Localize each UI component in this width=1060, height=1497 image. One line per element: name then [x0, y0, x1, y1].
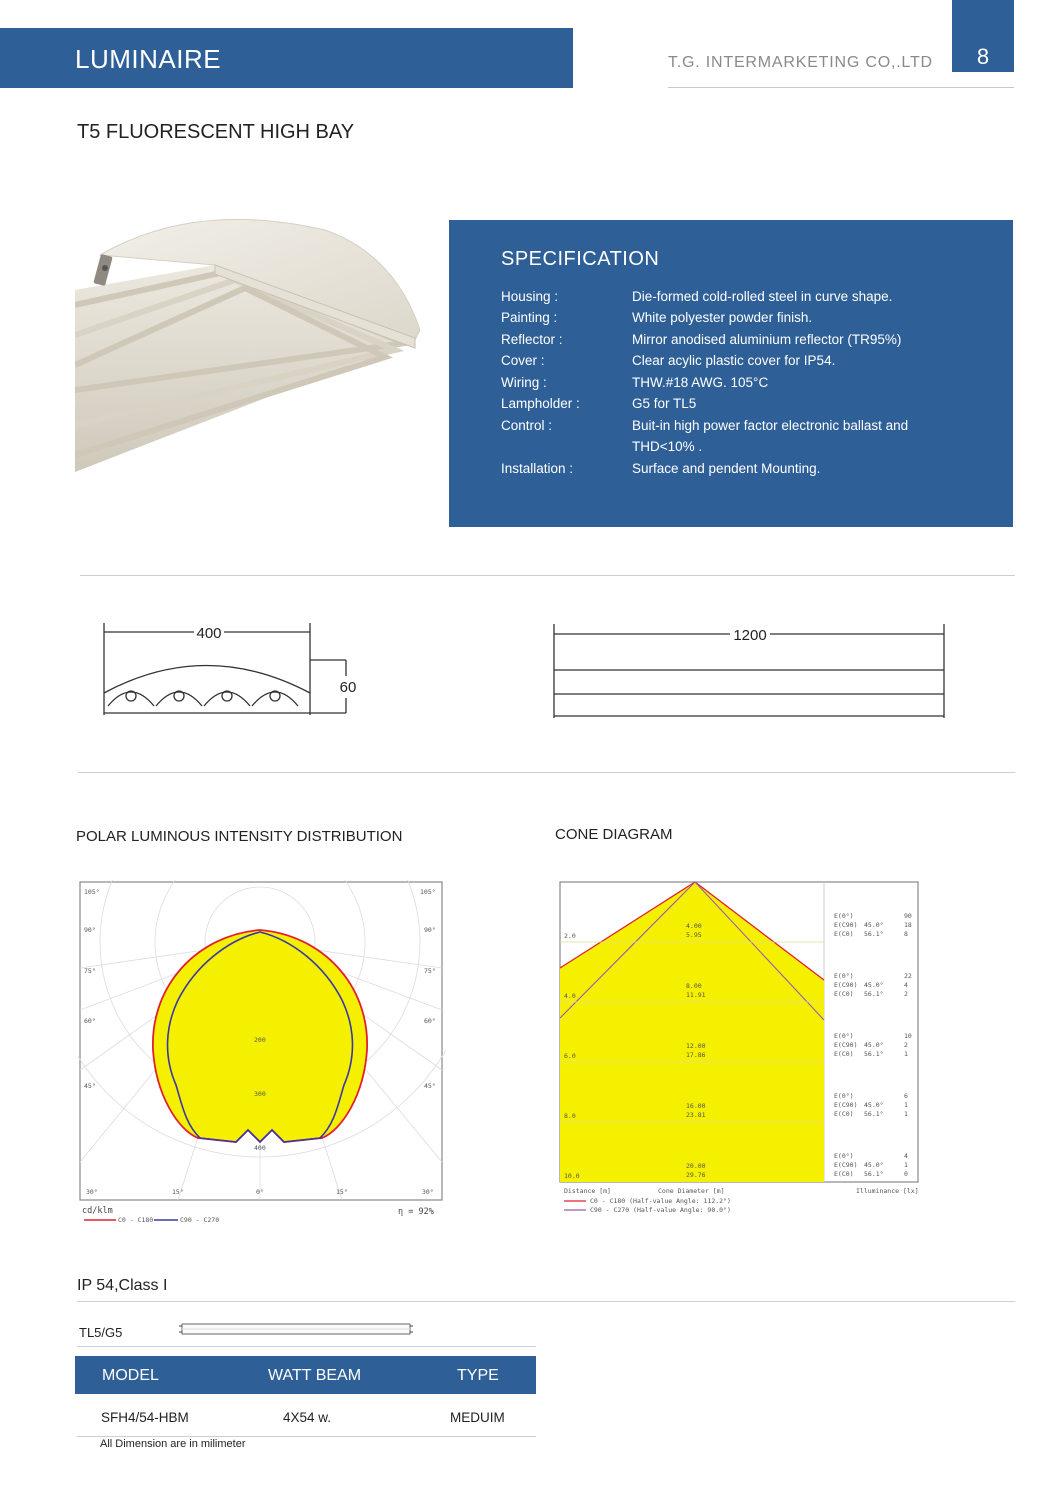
svg-text:4: 4 [904, 1152, 908, 1160]
svg-text:56.1°: 56.1° [864, 930, 884, 938]
svg-text:E(0°): E(0°) [834, 912, 854, 920]
polar-angle: 45° [84, 1082, 96, 1090]
width-dimension: 400 [196, 625, 222, 642]
svg-text:E(C0): E(C0) [834, 930, 854, 938]
table-cell-watt: 4X54 w. [283, 1410, 332, 1425]
cone-distance: 2.0 [564, 932, 576, 940]
polar-angle: 90° [84, 926, 96, 934]
cone-diagram [558, 880, 923, 1220]
svg-text:56.1°: 56.1° [864, 1050, 884, 1058]
cone-diameter-c0: 4.00 [686, 922, 702, 930]
polar-angle: 15° [336, 1188, 348, 1196]
cross-section-drawing [96, 618, 366, 723]
polar-angle: 105° [84, 888, 100, 896]
page-title: LUMINAIRE [75, 44, 222, 74]
polar-angle: 45° [424, 1082, 436, 1090]
cone-diameter-c0: 8.00 [686, 982, 702, 990]
company-name: T.G. INTERMARKETING CO,.LTD [668, 54, 933, 71]
page-number: 8 [976, 44, 990, 69]
svg-text:45.0°: 45.0° [864, 1041, 884, 1049]
length-dimension: 1200 [733, 627, 767, 644]
cone-diameter-c90: 17.86 [686, 1051, 706, 1059]
product-title: T5 FLUORESCENT HIGH BAY [77, 121, 355, 143]
svg-text:E(0°): E(0°) [834, 972, 854, 980]
polar-angle: 90° [424, 926, 436, 934]
svg-text:E(0°): E(0°) [834, 1032, 854, 1040]
table-header-model: MODEL [102, 1367, 159, 1384]
polar-ring-label: 400 [254, 1144, 266, 1152]
cone-distance: 6.0 [564, 1052, 576, 1060]
cone-legend-c90: C90 - C270 (Half-value Angle: 90.0°) [590, 1206, 731, 1214]
cone-axis-diameter: Cone Diameter [m] [658, 1187, 725, 1195]
svg-text:E(C90): E(C90) [834, 981, 858, 989]
svg-text:2: 2 [904, 1041, 908, 1049]
polar-angle: 0° [256, 1188, 264, 1196]
footnote: All Dimension are in milimeter [100, 1438, 246, 1450]
svg-text:E(C90): E(C90) [834, 921, 858, 929]
svg-text:E(C90): E(C90) [834, 1101, 858, 1109]
divider [77, 1346, 536, 1347]
table-cell-type: MEDUIM [450, 1410, 505, 1425]
polar-angle: 30° [86, 1188, 98, 1196]
svg-text:18: 18 [904, 921, 912, 929]
cone-axis-illuminance: Illuminance [lx] [856, 1187, 919, 1195]
svg-text:E(0°): E(0°) [834, 1092, 854, 1100]
cone-diameter-c90: 29.76 [686, 1171, 706, 1179]
svg-text:4: 4 [904, 981, 908, 989]
polar-angle: 30° [422, 1188, 434, 1196]
divider [80, 575, 1015, 576]
product-image [75, 210, 420, 475]
polar-angle: 15° [172, 1188, 184, 1196]
svg-text:E(0°): E(0°) [834, 1152, 854, 1160]
cone-diameter-c90: 23.81 [686, 1111, 706, 1119]
table-header-watt: WATT BEAM [268, 1367, 362, 1384]
svg-text:1: 1 [904, 1161, 908, 1169]
polar-angle: 75° [424, 967, 436, 975]
polar-angle: 75° [84, 967, 96, 975]
polar-ring-label: 300 [254, 1090, 266, 1098]
svg-text:0: 0 [904, 1170, 908, 1178]
polar-unit: cd/klm [82, 1206, 113, 1216]
cone-diameter-c0: 20.00 [686, 1162, 706, 1170]
cone-title: CONE DIAGRAM [555, 826, 673, 843]
svg-text:45.0°: 45.0° [864, 1161, 884, 1169]
svg-text:E(C0): E(C0) [834, 1110, 854, 1118]
svg-text:E(C90): E(C90) [834, 1161, 858, 1169]
svg-text:E(C0): E(C0) [834, 1050, 854, 1058]
cone-legend-c0: C0 - C180 (Half-value Angle: 112.2°) [590, 1197, 731, 1205]
polar-angle: 60° [424, 1017, 436, 1025]
cone-distance: 8.0 [564, 1112, 576, 1120]
height-dimension: 60 [339, 679, 357, 696]
svg-text:8: 8 [904, 930, 908, 938]
polar-legend-c0: C0 - C180 [118, 1216, 154, 1224]
table-cell-model: SFH4/54-HBM [101, 1410, 189, 1425]
table-header-type: TYPE [457, 1367, 499, 1384]
cone-distance: 4.0 [564, 992, 576, 1000]
svg-text:E(C0): E(C0) [834, 990, 854, 998]
length-drawing [550, 622, 950, 722]
company-underline [668, 87, 1014, 88]
svg-text:45.0°: 45.0° [864, 981, 884, 989]
polar-legend-c90: C90 - C270 [180, 1216, 220, 1224]
polar-angle: 60° [84, 1017, 96, 1025]
cone-diameter-c0: 16.00 [686, 1102, 706, 1110]
specification-title: SPECIFICATION [501, 248, 660, 270]
cone-axis-distance: Distance [m] [564, 1187, 611, 1195]
svg-text:56.1°: 56.1° [864, 1170, 884, 1178]
svg-text:45.0°: 45.0° [864, 921, 884, 929]
lamp-type: TL5/G5 [79, 1325, 123, 1340]
svg-text:6: 6 [904, 1092, 908, 1100]
divider [78, 772, 1015, 773]
svg-text:10: 10 [904, 1032, 912, 1040]
svg-text:E(C0): E(C0) [834, 1170, 854, 1178]
svg-text:1: 1 [904, 1101, 908, 1109]
divider [77, 1436, 536, 1437]
svg-text:56.1°: 56.1° [864, 1110, 884, 1118]
polar-efficiency: η = 92% [398, 1207, 434, 1217]
svg-text:56.1°: 56.1° [864, 990, 884, 998]
divider [77, 1301, 1015, 1302]
lamp-tube-icon [178, 1320, 414, 1338]
cone-diameter-c90: 11.91 [686, 991, 706, 999]
polar-chart [78, 880, 446, 1230]
cone-distance: 10.0 [564, 1172, 580, 1180]
cone-diameter-c0: 12.00 [686, 1042, 706, 1050]
polar-ring-label: 200 [254, 1036, 266, 1044]
svg-text:45.0°: 45.0° [864, 1101, 884, 1109]
svg-text:1: 1 [904, 1050, 908, 1058]
svg-text:E(C90): E(C90) [834, 1041, 858, 1049]
polar-title: POLAR LUMINOUS INTENSITY DISTRIBUTION [76, 828, 403, 845]
cone-diameter-c90: 5.95 [686, 931, 702, 939]
svg-text:1: 1 [904, 1110, 908, 1118]
svg-text:90: 90 [904, 912, 912, 920]
svg-text:2: 2 [904, 990, 908, 998]
ip-class: IP 54,Class I [77, 1277, 168, 1294]
polar-angle: 105° [420, 888, 436, 896]
svg-text:22: 22 [904, 972, 912, 980]
